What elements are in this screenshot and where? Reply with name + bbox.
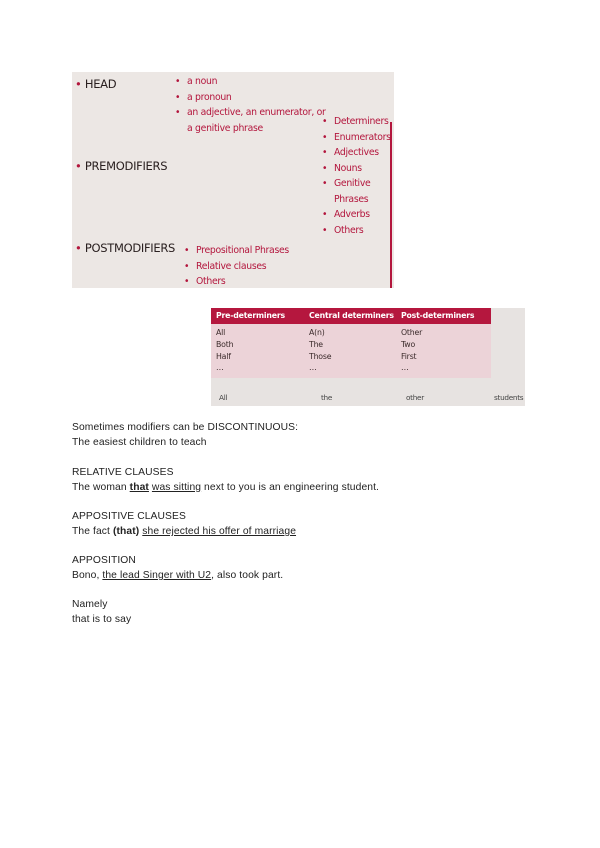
modifier-structure-slide [72,72,394,288]
premodifier-items-list [322,114,391,238]
list-item: • Others [322,224,364,236]
column-header: Post-determiners [401,311,475,320]
table-cell: Both [216,340,234,349]
emphasized-word: that [129,482,149,493]
relative-clause-example: The woman that was sitting next to you is an engineering student. [72,482,380,493]
list-item: • Adverbs [322,209,370,220]
determiners-table-slide [211,308,525,406]
apposition-example: Bono, the lead Singer with U2, also took part. [72,570,284,581]
emphasized-word: (that) [112,526,140,537]
underlined-phrase: she rejected his offer of marriage [142,526,297,537]
table-cell: Those [309,352,332,361]
table-cell: … [309,363,317,372]
table-cell: All [216,328,226,337]
table-cell: … [216,363,224,372]
list-item: • Determiners [322,116,389,127]
table-header-row [211,308,491,324]
apposition-heading: APPOSITION [72,555,136,566]
bullet-icon: • [75,77,82,91]
appositive-clauses-heading: APPOSITIVE CLAUSES [72,511,186,522]
example-word: other [406,393,424,402]
list-item: • Others [184,276,226,287]
postmodifier-items-list [184,243,289,288]
postmodifiers-label: • POSTMODIFIERS [75,241,176,255]
list-item: • Adjectives [322,147,379,158]
premodifiers-label: • PREMODIFIERS [75,159,168,173]
list-item: • Enumerators [322,131,391,143]
column-header: Pre-determiners [216,311,285,320]
example-word: the [321,393,333,402]
table-body [211,324,491,378]
head-items-list [175,74,326,136]
discontinuous-heading: Sometimes modifiers can be DISCONTINUOUS: [72,422,299,433]
that-is-to-say-text: that is to say [72,614,132,625]
list-item: a genitive phrase [187,122,263,134]
head-label: • HEAD [75,77,117,91]
table-cell: Other [401,328,423,337]
list-item: • a pronoun [175,91,232,103]
appositive-clause-example: The fact (that) she rejected his offer of marriage [72,526,297,537]
table-cell: Two [401,340,416,349]
example-word: All [219,393,228,402]
bullet-icon: • [75,159,82,173]
table-cell: A(n) [309,328,325,337]
column-header: Central determiners [309,311,394,320]
list-item: • a noun [175,76,218,87]
discontinuous-example: The easiest children to teach [72,437,207,448]
table-cell: … [401,363,409,372]
namely-text: Namely [72,599,108,610]
list-item: • Genitive [322,178,371,189]
relative-clauses-heading: RELATIVE CLAUSES [72,467,174,478]
list-item: • an adjective, an enumerator, or [175,107,326,118]
table-cell: First [401,352,417,361]
table-cell: Half [216,352,231,361]
bullet-icon: • [75,241,82,255]
list-item: Phrases [334,193,369,205]
underlined-phrase: was sitting [151,482,202,493]
list-item: • Nouns [322,162,362,174]
example-word: students [494,393,524,402]
list-item: • Relative clauses [184,260,267,272]
list-item: • Prepositional Phrases [184,245,289,256]
underlined-phrase: the lead Singer with U2 [102,570,212,581]
table-cell: The [309,340,323,349]
